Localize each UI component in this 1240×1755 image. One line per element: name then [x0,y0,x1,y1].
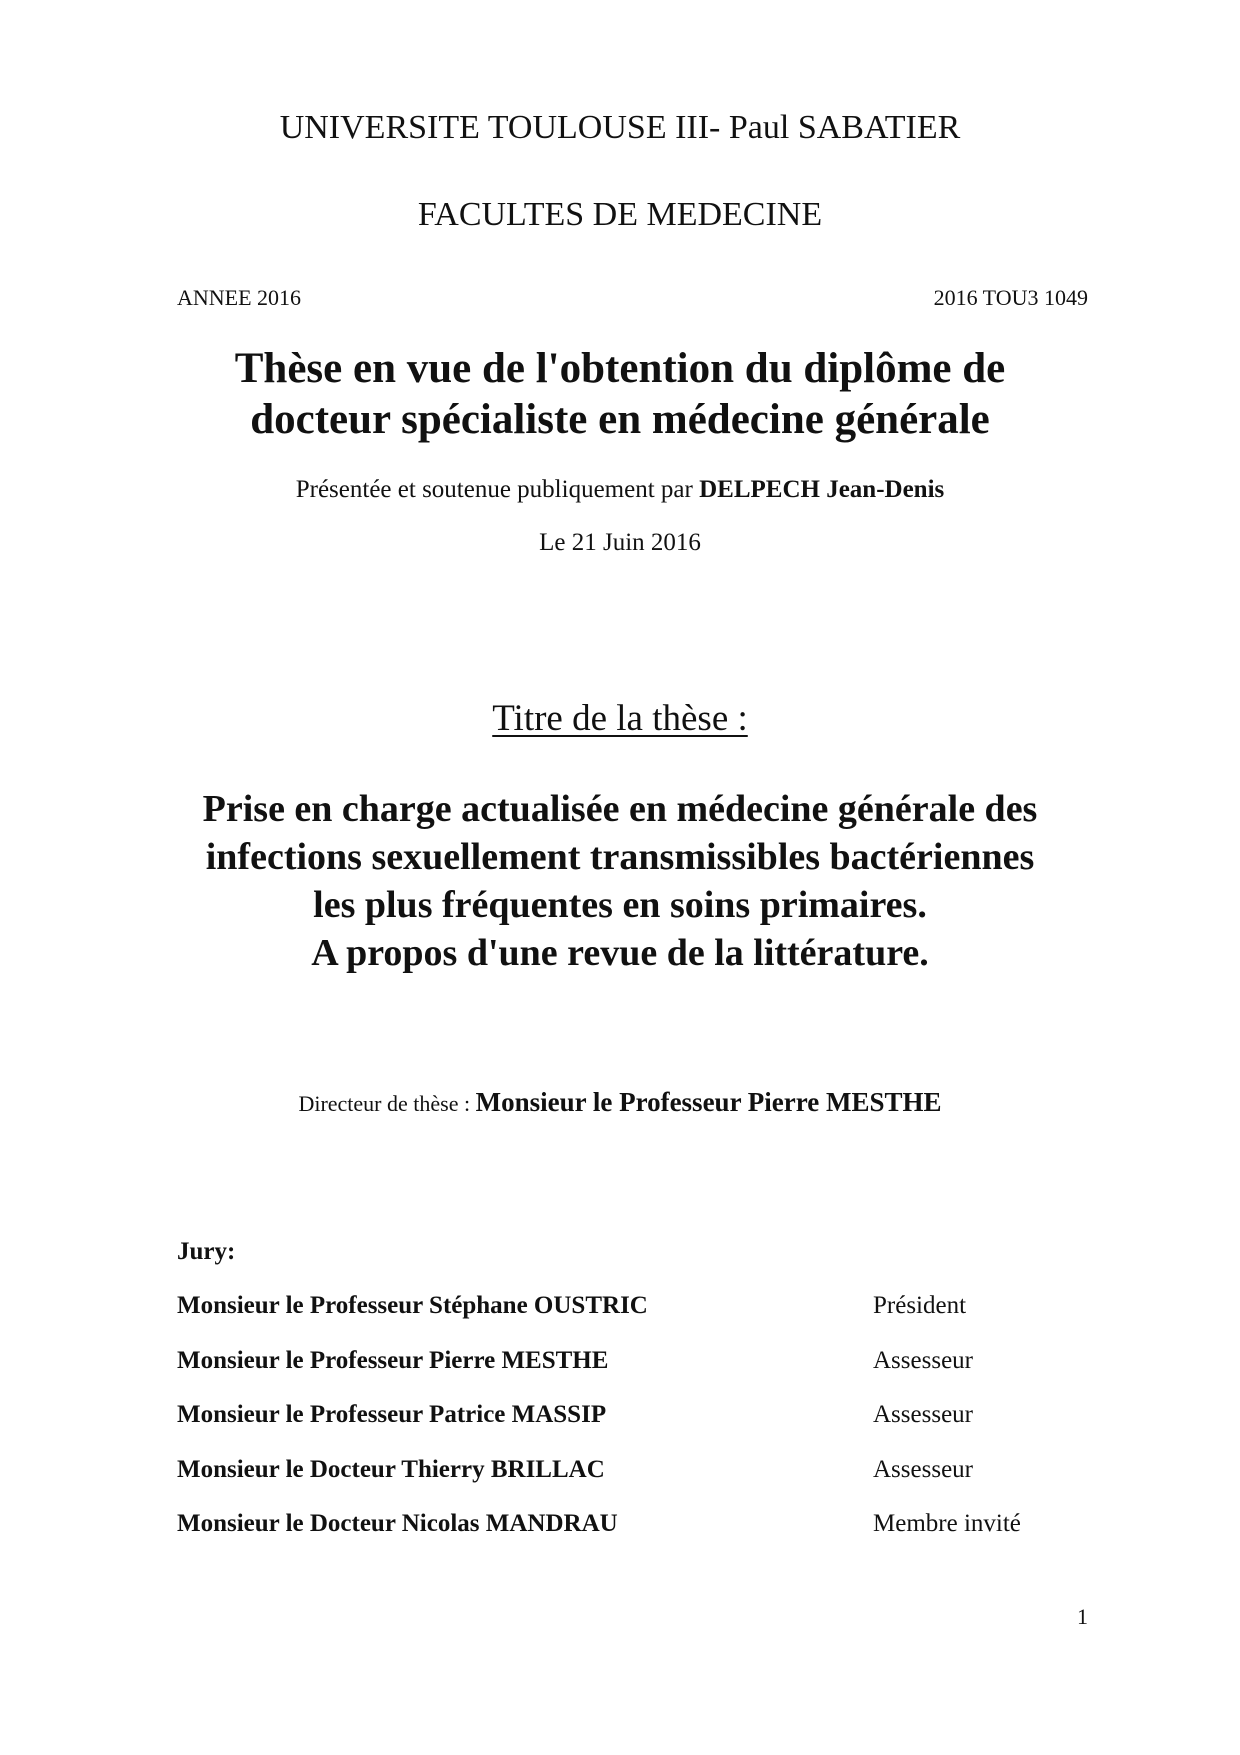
thesis-title-line: infections sexuellement transmissibles bactériennes [205,836,1035,878]
author-name: DELPECH Jean-Denis [699,476,945,503]
faculty-name: FACULTES DE MEDECINE [417,196,823,233]
jury-member [177,1290,1077,1345]
jury-member-name: Monsieur le Professeur Pierre MESTHE [177,1346,609,1374]
jury-member-name: Monsieur le Professeur Stéphane OUSTRIC [177,1292,648,1319]
jury-member [177,1345,1077,1400]
thesis-heading-line: docteur spécialiste en médecine générale [250,396,990,443]
jury-member [177,1399,1077,1454]
academic-year: ANNEE 2016 [177,285,302,310]
jury-member-name: Monsieur le Docteur Nicolas MANDRAU [177,1510,618,1537]
title-label-text: Titre de la thèse : [492,698,748,739]
jury-member-role: Président [873,1292,967,1319]
presented-by [0,474,1240,506]
thesis-title [0,785,1240,977]
jury-list [177,1290,1077,1563]
thesis-reference: 2016 TOU3 1049 [933,285,1088,310]
jury-member [177,1454,1077,1509]
jury-member-role: Assesseur [873,1346,973,1374]
jury-member [177,1508,1077,1563]
jury-label: Jury: [177,1238,236,1265]
thesis-heading-line: Thèse en vue de l'obtention du diplôme de [234,345,1006,392]
title-label [0,697,1240,741]
jury-member-role: Membre invité [873,1510,1021,1537]
director-label: Directeur de thèse : [298,1091,471,1116]
jury-member-role: Assesseur [873,1401,973,1428]
thesis-title-line: A propos d'une revue de la littérature. [311,932,929,974]
defense-date: Le 21 Juin 2016 [539,529,701,556]
page-number: 1 [1077,1604,1088,1629]
thesis-director [0,1086,1240,1120]
thesis-heading [0,343,1240,445]
university-name: UNIVERSITE TOULOUSE III- Paul SABATIER [279,109,961,146]
presented-prefix: Présentée et soutenue publiquement par [295,476,693,503]
jury-member-name: Monsieur le Professeur Patrice MASSIP [177,1401,607,1428]
thesis-title-line: les plus fréquentes en soins primaires. [313,884,927,926]
thesis-title-line: Prise en charge actualisée en médecine générale des [202,788,1038,830]
jury-member-role: Assesseur [873,1455,973,1483]
jury-member-name: Monsieur le Docteur Thierry BRILLAC [177,1455,605,1483]
director-name: Monsieur le Professeur Pierre MESTHE [475,1087,942,1117]
